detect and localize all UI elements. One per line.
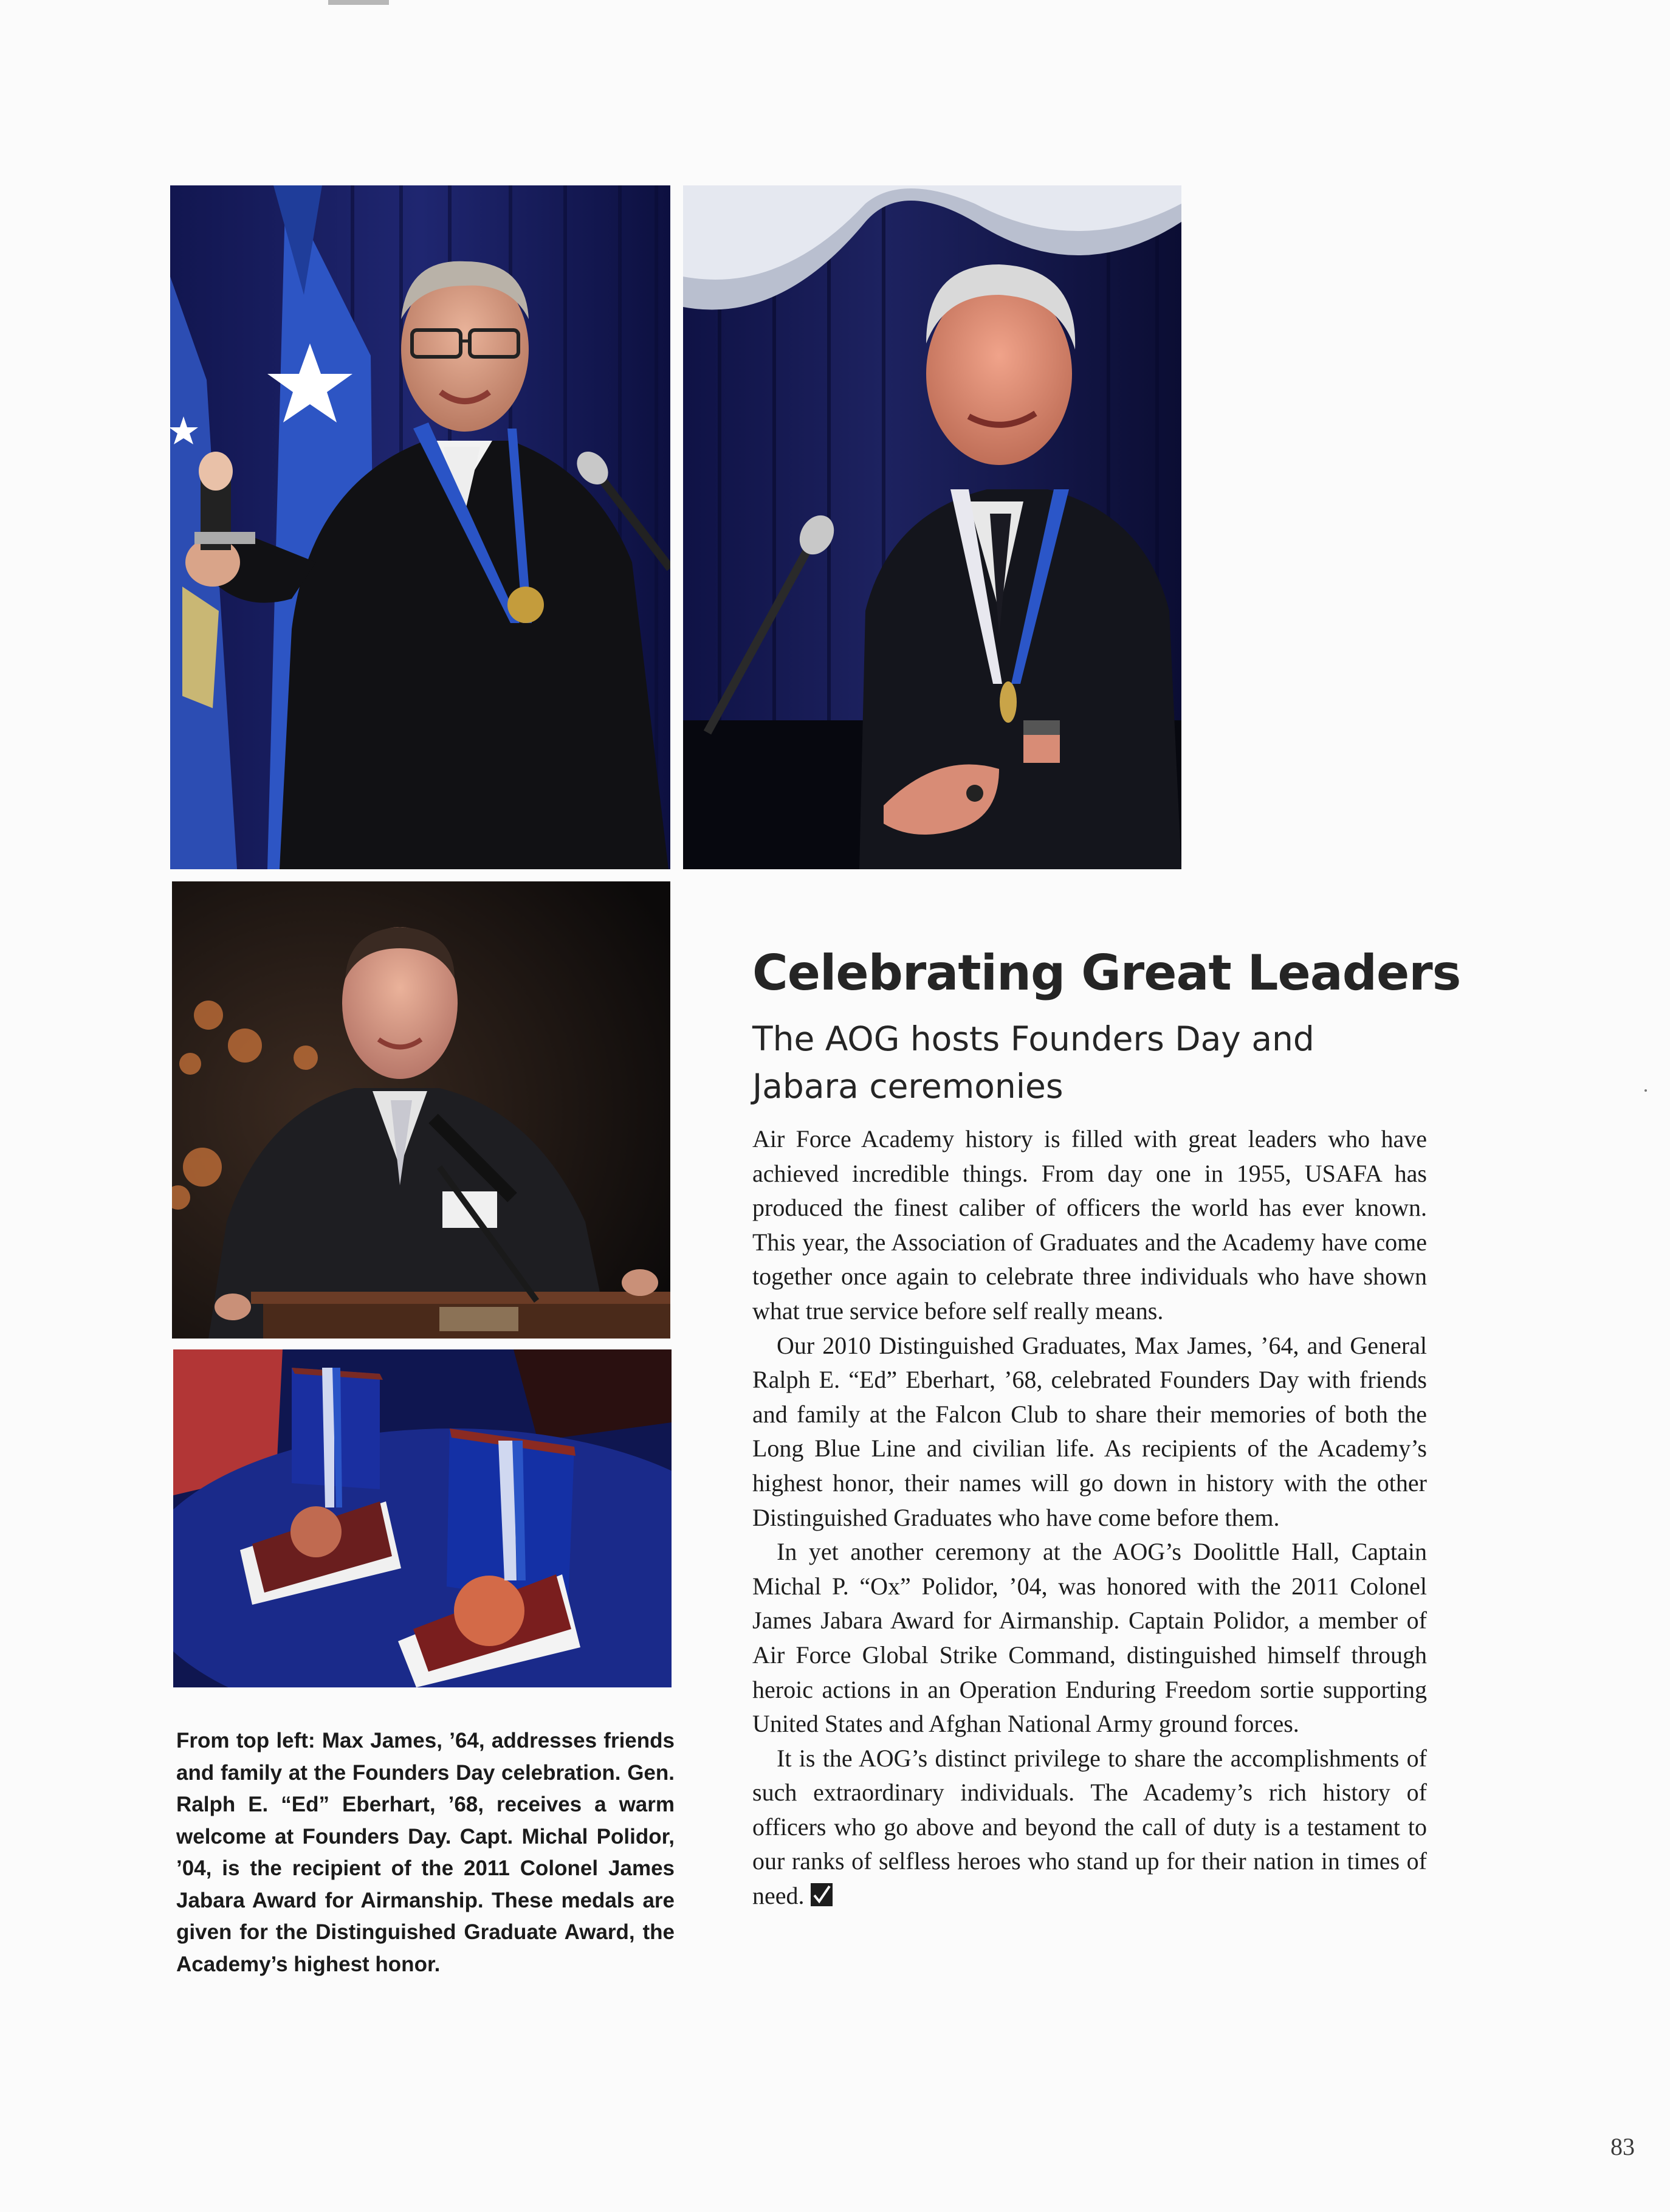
photo-caption: From top left: Max James, ’64, addresses friends and family at the Founders Day celebration. Gen. Ralph E. “Ed” Eberhart, ’68, receives a warm welcome at Founders Day. Capt. Michal Polidor, ’04, is the recipient of the 2011 Colonel James Jabara Award for Airmanship. These medals are given for the Distinguished Graduate Award, the Academy’s highest honor. [176, 1729, 675, 1976]
page-number: 83 [1610, 2133, 1635, 2160]
article-paragraph-text: It is the AOG’s distinct privilege to share the accomplishments of such extraordinary individuals. The Academy’s rich history of officers who go above and beyond the call of duty is a testament to our ranks of selfless heroes who stand up for their nation in times of need. [752, 1744, 1427, 1910]
article-body [752, 1122, 1427, 1914]
article-headline: Celebrating Great Leaders [752, 945, 1461, 1001]
article-subhead: The AOG hosts Founders Day and Jabara ceremonies [752, 1019, 1314, 1106]
article-paragraph: In yet another ceremony at the AOG’s Doolittle Hall, Captain Michal P. “Ox” Polidor, ’04, was honored with the 2011 Colonel James Jabara Award for Airmanship. Captain Polidor, a member of Air Force Global Strike Command, distinguished himself through heroic actions in an Operation Enduring Freedom sortie supporting United States and Afghan National Army ground forces. [752, 1538, 1427, 1738]
scan-edge-mark [328, 0, 389, 5]
article-paragraph-last [752, 1742, 1427, 1914]
photo-ed-eberhart [683, 185, 1181, 869]
checkmark-box-icon [811, 1883, 833, 1906]
photo-max-james [170, 185, 670, 869]
photo-michal-polidor [172, 881, 670, 1339]
article-paragraph: Air Force Academy history is filled with great leaders who have achieved incredible things. From day one in 1955, USAFA has produced the finest caliber of officers the world has ever known. This year, the Association of Graduates and the Academy have come together once again to celebrate three individuals who have shown what true service before self really means. [752, 1125, 1427, 1325]
scan-speck [1644, 1089, 1647, 1092]
article-paragraph: Our 2010 Distinguished Graduates, Max James, ’64, and General Ralph E. “Ed” Eberhart, ’68, celebrated Founders Day with friends and family at the Falcon Club to share their memories of both the Long Blue Line and civilian life. As recipients of the Academy’s highest honor, their names will go down in history with the other Distinguished Graduates who have come before them. [752, 1331, 1427, 1531]
photo-distinguished-graduate-medals [173, 1349, 672, 1687]
